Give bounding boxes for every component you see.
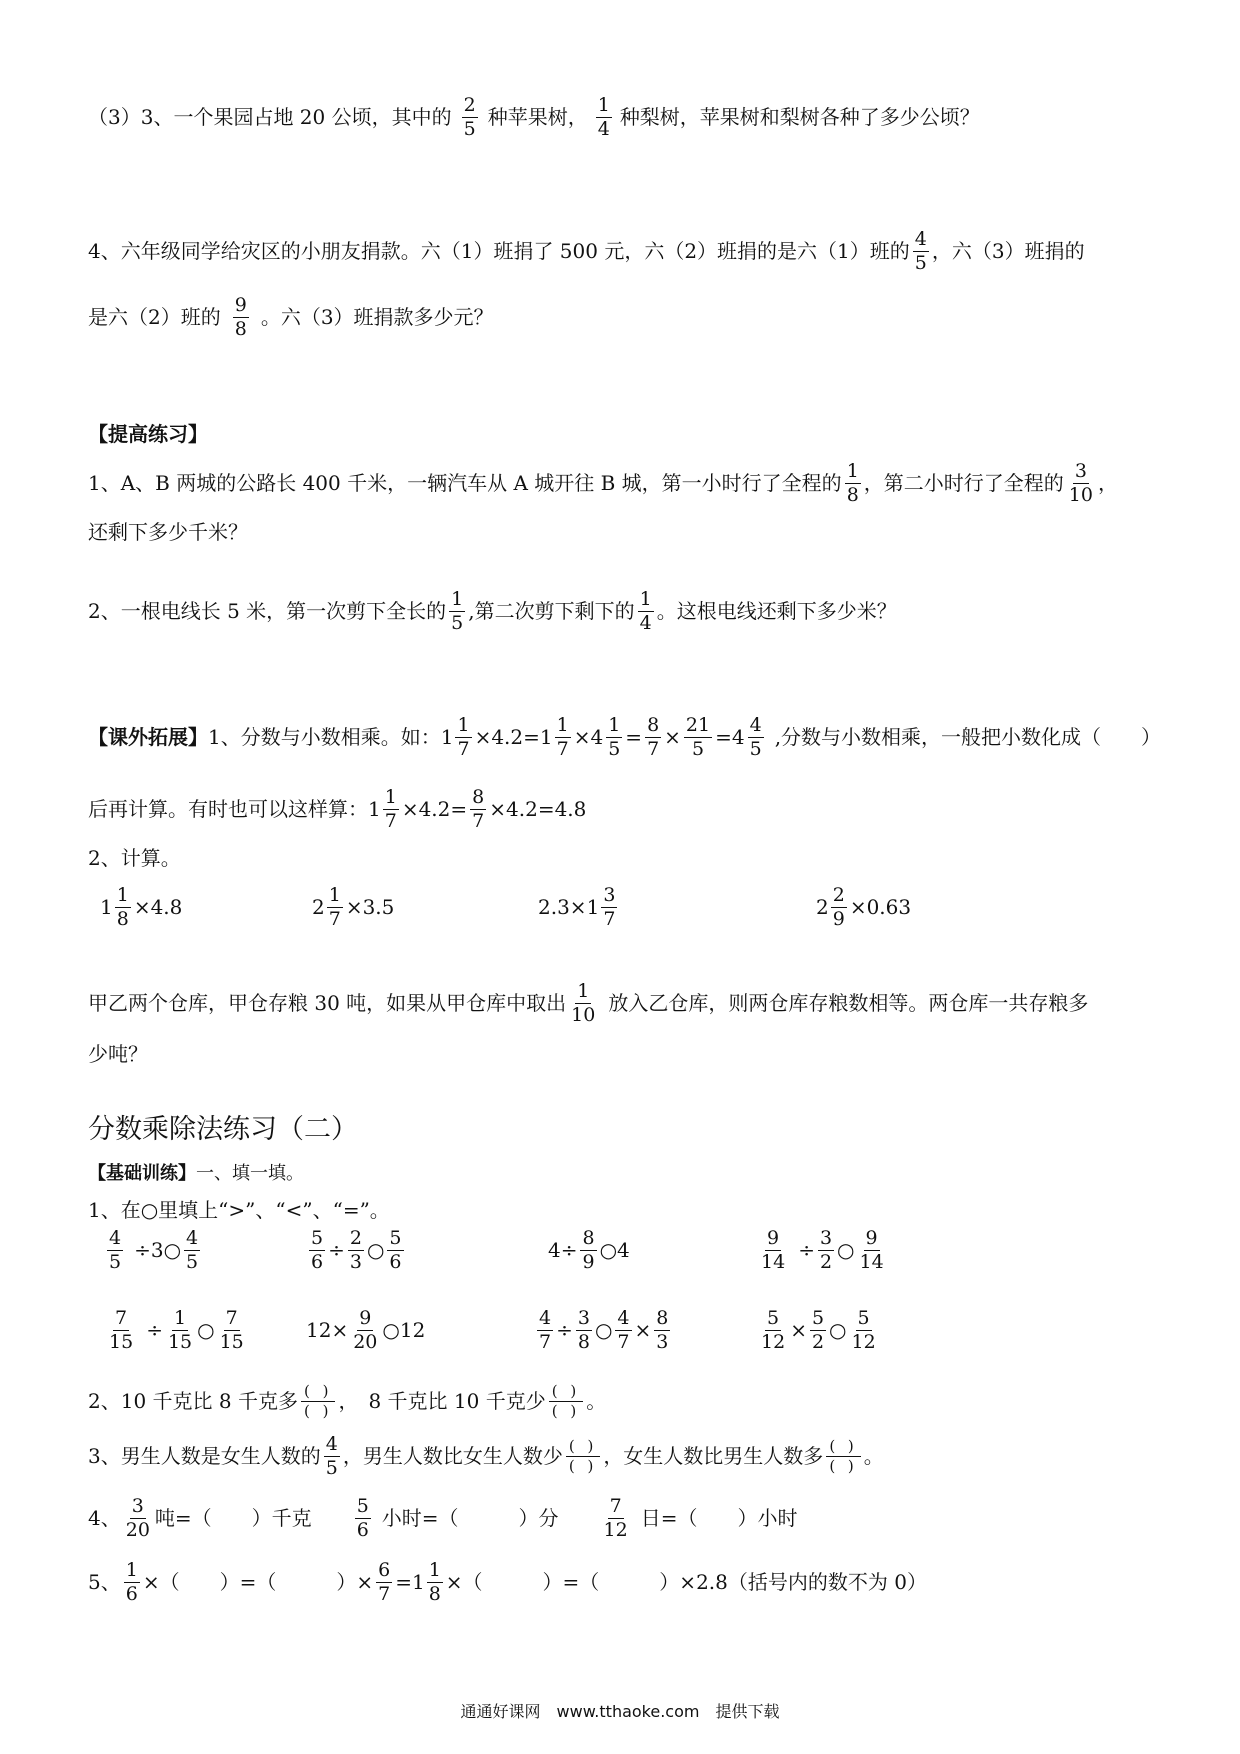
compare-label: 1、在○里填上“>”、“<”、“=”。 [88, 1198, 390, 1222]
compare-item: 7 15 ÷ $\frac{1}{15}$ ○ 7 15 [109, 1306, 244, 1353]
compare-item: $\frac{5}{6}$ ÷ $\frac{2}{3}$ ○ 5 6 [311, 1226, 402, 1273]
question-weight: 2、10 千克比 8 千克多 ( ) ( ) ， 8 千克比 10 千克少 ( ) ( ) 。 [88, 1381, 607, 1420]
extension-line1: 【课外拓展】 1、分数与小数相乘。如： 1 1 7 ×4.2= 1 1 7 ×4 $\frac{1}{5}$ = $\frac{8}{7}$ × $\frac{21}{5}$ =4 4 5 ,分数与小数相乘，一般把小数化成（ ） [88, 713, 1162, 760]
section-heading-improve: 【提高练习】 [88, 422, 208, 446]
page-title: 分数乘除法练习（二） [88, 1113, 358, 1145]
calc-item-2: 2 1 7 ×3.5 [312, 883, 395, 930]
fraction: 2 5 [463, 93, 476, 140]
question-highway-line1: 1、A、B 两城的公路长 400 千米，一辆汽车从 A 城开往 B 城，第一小时行了全程的 1 8 ，第二小时行了全程的 3 10 ， [88, 459, 1118, 506]
mixed-number: 1 1 7 [539, 713, 569, 760]
fraction: 9 8 [234, 293, 247, 340]
fraction: $\frac{1}{5}$ [608, 713, 621, 760]
extension-line2: 后再计算。有时也可以这样算： 1 1 7 ×4.2= $\frac{8}{7}$ ×4.2=4.8 [88, 785, 587, 832]
fraction: 4 5 [749, 713, 762, 760]
answer-blank-fraction[interactable]: ( ) ( ) [549, 1384, 583, 1419]
fraction: $\frac{21}{5}$ [685, 713, 711, 760]
section-heading-basic: 【基础训练】 一、填一填。 [88, 1163, 304, 1184]
mixed-number: 1 1 7 [440, 713, 470, 760]
fraction: 1 4 [597, 93, 610, 140]
question-highway-line2: 还剩下多少千米？ [88, 520, 248, 544]
fraction: 3 10 [1068, 459, 1093, 506]
question-orchard: （3）3、一个果园占地 20 公顷，其中的 2 5 种苹果树， 1 4 种梨树，苹果树和梨树各种了多少公顷？ [88, 93, 980, 140]
answer-blank-fraction[interactable]: ( ) ( ) [566, 1439, 600, 1474]
fraction: 1 5 [451, 587, 464, 634]
calc-item-4: 2 2 9 ×0.63 [816, 883, 912, 930]
compare-item: 9 14 ÷ $\frac{3}{2}$ ○ 9 14 [761, 1226, 884, 1273]
compare-item: 12× $\frac{9}{20}$ ○12 [306, 1306, 426, 1353]
mixed-number: 1 1 7 [368, 785, 397, 832]
compare-item: 4 5 ÷3○ 4 5 [109, 1226, 199, 1273]
question-warehouse-line2: 少吨？ [88, 1042, 148, 1066]
section-heading-extension: 【课外拓展】 [88, 725, 208, 749]
question-donation-line2: 是六（2）班的 9 8 。六（3）班捐款多少元？ [88, 293, 494, 340]
question-equation: 5、 $\frac{1}{6}$ ×（ ）=（ ）× $\frac{6}{7}$ = 1 1 8 ×（ ）=（ ）×2.8（括号内的数不为 0） [88, 1558, 927, 1605]
question-donation-line1: 4、六年级同学给灾区的小朋友捐款。六（1）班捐了 500 元，六（2）班捐的是六（1）班的 4 5 ，六（3）班捐的 [88, 227, 1085, 274]
calc-item-3: 2.3× 1 3 7 [538, 883, 616, 930]
calc-label: 2、计算。 [88, 846, 181, 870]
question-units: 4、 3 20 吨=（ ）千克 5 6 小时=（ ）分 7 12 日=（ ）小时 [88, 1494, 798, 1541]
answer-blank-fraction[interactable]: ( ) ( ) [301, 1384, 335, 1419]
fraction: 4 5 [914, 227, 927, 274]
question-students: 3、男生人数是女生人数的 4 5 ，男生人数比女生人数少 ( ) ( ) ，女生人数比男生人数多 ( ) ( ) 。 [88, 1432, 884, 1479]
question-wire: 2、一根电线长 5 米，第一次剪下全长的 1 5 ,第二次剪下剩下的 1 4 。这根电线还剩下多少米？ [88, 587, 897, 634]
fraction: $\frac{8}{7}$ [647, 713, 660, 760]
fraction: 1 8 [846, 459, 859, 506]
compare-item: 4÷ $\frac{8}{9}$ ○4 [548, 1226, 630, 1273]
answer-blank-fraction[interactable]: ( ) ( ) [826, 1439, 860, 1474]
calc-item-1: 1 1 8 ×4.8 [100, 883, 183, 930]
compare-item: $\frac{4}{7}$ ÷ $\frac{3}{8}$ ○ $\frac{4}{7}$ × $\frac{8}{3}$ [539, 1306, 669, 1353]
fraction: 1 10 [571, 979, 596, 1026]
fraction: 1 4 [639, 587, 652, 634]
question-warehouse-line1: 甲乙两个仓库，甲仓存粮 30 吨，如果从甲仓库中取出 1 10 放入乙仓库，则两仓库存粮数相等。两仓库一共存粮多 [88, 979, 1089, 1026]
page-footer: 通通好课网 www.tthaoke.com 提供下载 [460, 1702, 780, 1721]
fraction: $\frac{8}{7}$ [472, 785, 485, 832]
compare-item: $\frac{5}{12}$ × $\frac{5}{2}$ ○ 5 12 [761, 1306, 876, 1353]
